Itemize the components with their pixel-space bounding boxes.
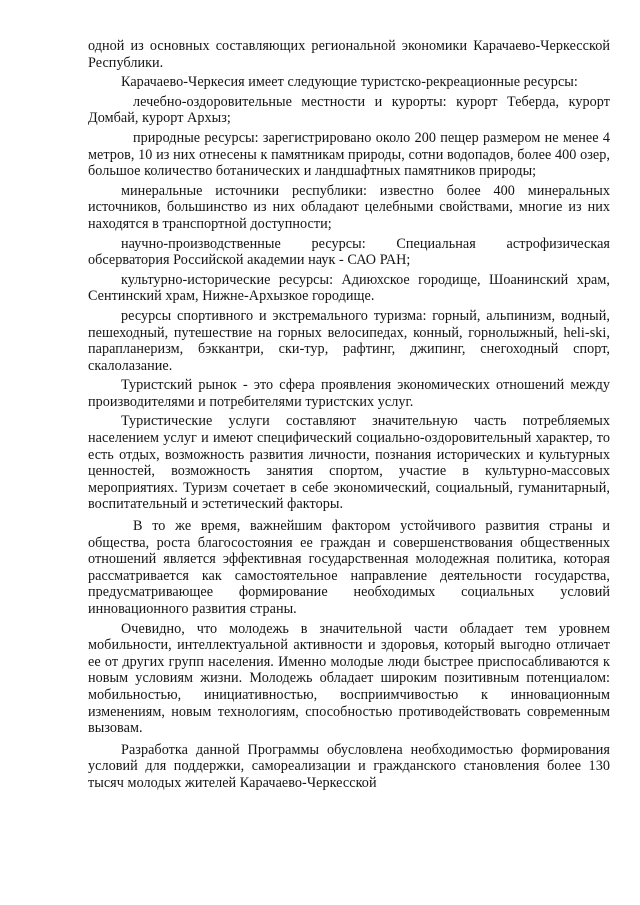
paragraph-5: минеральные источники республики: известно более 400 минеральных источников, большинство из них обладают целебными свойствами, многие из них находятся в транспортной доступности; <box>88 182 610 232</box>
paragraph-13: Разработка данной Программы обусловлена необходимостью формирования условий для поддержки, самореализации и гражданского становления более 130 тысяч молодых жителей Карачаево-Черкесской <box>88 741 610 791</box>
document-body <box>88 38 610 792</box>
paragraph-11: В то же время, важнейшим фактором устойчивого развития страны и общества, роста благосостояния ее граждан и совершенствования общественных отношений является эффективная государственная молодежная политика, которая рассматривается как самостоятельное направление деятельности государства, предусматривающее формирование необходимых социальных условий инновационного развития страны. <box>88 518 610 617</box>
paragraph-8: ресурсы спортивного и экстремального туризма: горный, альпинизм, водный, пешеходный, путешествие на горных велосипедах, конный, горнолыжный, heli-ski, парапланеризм, бэккантри, ски-тур, рафтинг, джипинг, снегоходный спорт, скалолазание. <box>88 307 610 374</box>
paragraph-6: научно-производственные ресурсы: Специальная астрофизическая обсерватория Российской академии наук - САО РАН; <box>88 235 610 269</box>
paragraph-3: лечебно-оздоровительные местности и курорты: курорт Теберда, курорт Домбай, курорт Архыз; <box>88 93 610 127</box>
paragraph-2: Карачаево-Черкесия имеет следующие туристско-рекреационные ресурсы: <box>121 74 578 91</box>
paragraph-9: Туристский рынок - это сфера проявления экономических отношений между производителями и потребителями туристских услуг. <box>88 377 610 410</box>
paragraph-7: культурно-исторические ресурсы: Адиюхское городище, Шоанинский храм, Сентинский храм, Нижне-Архызкое городище. <box>88 271 610 305</box>
paragraph-4: природные ресурсы: зарегистрировано около 200 пещер размером не менее 4 метров, 10 из них отнесены к памятникам природы, сотни водопадов, более 400 озер, большое количество ботанических и ландшафтных памятников природы; <box>88 129 610 180</box>
paragraph-10: Туристические услуги составляют значительную часть потребляемых населением услуг и имеют специфический социально-оздоровительный характер, то есть отдых, возможность развития личности, познания исторических и культурных ценностей, возможность занятия спортом, участие в культурно-массовых мероприятиях. Туризм сочетает в себе экономический, социальный, гуманитарный, воспитательный и эстетический факторы. <box>88 413 610 513</box>
paragraph-12: Очевидно, что молодежь в значительной части обладает тем уровнем мобильности, интеллектуальной активности и здоровья, который выгодно отличает ее от других групп населения. Именно молодые люди быстрее приспосабливаются к новым условиям жизни. Молодежь обладает широким позитивным потенциалом: мобильностью, инициативностью, восприимчивостью к инновационным изменениям, новым технологиям, способностью противодействовать современным вызовам. <box>88 620 610 737</box>
paragraph-1: одной из основных составляющих региональной экономики Карачаево-Черкесской Республики. <box>88 38 610 71</box>
